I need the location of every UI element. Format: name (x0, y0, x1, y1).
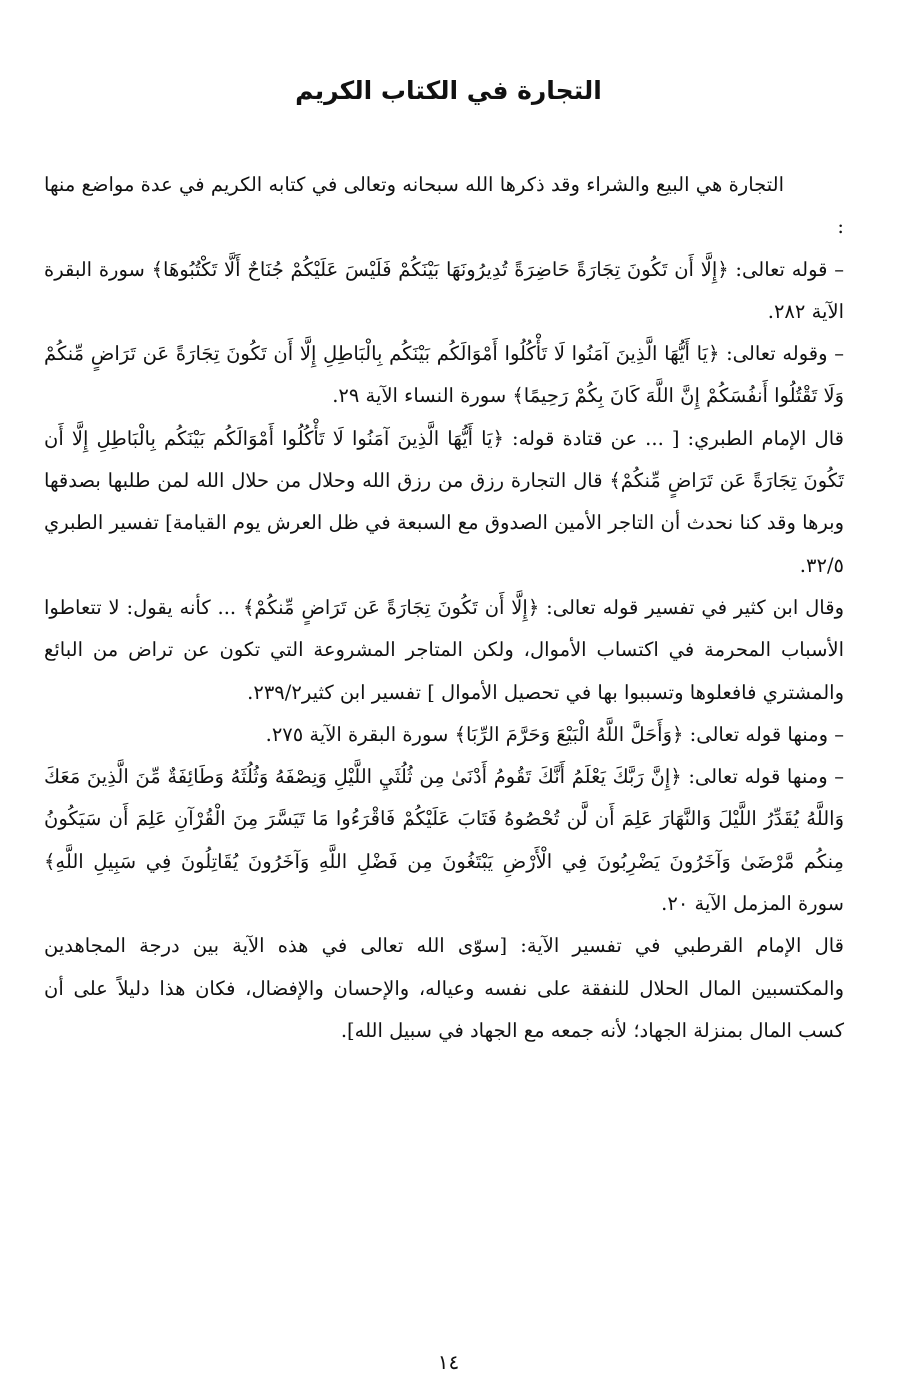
paragraph-nisa-29: – وقوله تعالى: ﴿يَا أَيُّهَا الَّذِينَ آمَنُوا لَا تَأْكُلُوا أَمْوَالَكُم بَيْنَكُم بِالْبَاطِلِ إِلَّا أَن تَكُونَ تِجَارَةً عَن تَرَاضٍ مِّنكُمْ وَلَا تَقْتُلُوا أَنفُسَكُمْ إِنَّ اللَّهَ كَانَ بِكُمْ رَحِيمًا﴾ سورة النساء الآية ٢٩. (44, 342, 844, 408)
paragraph-baqarah-282: – قوله تعالى: ﴿إِلَّا أَن تَكُونَ تِجَارَةً حَاضِرَةً تُدِيرُونَهَا بَيْنَكُمْ فَلَيْسَ عَلَيْكُمْ جُنَاحٌ أَلَّا تَكْتُبُوهَا﴾ سورة البقرة الآية ٢٨٢. (44, 257, 844, 323)
paragraph-tabari: قال الإمام الطبري: [ ... عن قتادة قوله: ﴿يَا أَيُّهَا الَّذِينَ آمَنُوا لَا تَأْكُلُوا أَمْوَالَكُم بَيْنَكُم بِالْبَاطِلِ إِلَّا أَن تَكُونَ تِجَارَةً عَن تَرَاضٍ مِّنكُمْ﴾ قال التجارة رزق من رزق الله وحلال من حلال الله لمن طلبها بصدقها وبرها وقد كنا نحدث أن التاجر الأمين الصدوق مع السبعة في ظل العرش يوم القيامة] تفسير الطبري ٣٢/٥. (44, 426, 844, 577)
paragraph-intro: التجارة هي البيع والشراء وقد ذكرها الله سبحانه وتعالى في كتابه الكريم في عدة مواضع منها : (44, 173, 844, 239)
page-number: ١٤ (437, 1350, 460, 1374)
paragraph-qurtubi: قال الإمام القرطبي في تفسير الآية: [سوّى الله تعالى في هذه الآية بين درجة المجاهدين والمكتسبين المال الحلال للنفقة على نفسه وعياله، والإحسان والإفضال، فكان هذا دليلاً على أن كسب المال بمنزلة الجهاد؛ لأنه جمعه مع الجهاد في سبيل الله]. (44, 934, 844, 1042)
paragraph-ibn-kathir: وقال ابن كثير في تفسير قوله تعالى: ﴿إِلَّا أَن تَكُونَ تِجَارَةً عَن تَرَاضٍ مِّنكُمْ﴾ ... كأنه يقول: لا تتعاطوا الأسباب المحرمة في اكتساب الأموال، ولكن المتاجر المشروعة التي تكون عن تراض من البائع والمشتري فافعلوها وتسببوا بها في تحصيل الأموال ] تفسير ابن كثير٢٣٩/٢. (44, 595, 844, 704)
paragraph-baqarah-275: – ومنها قوله تعالى: ﴿وَأَحَلَّ اللَّهُ الْبَيْعَ وَحَرَّمَ الرِّبَا﴾ سورة البقرة الآية ٢٧٥. (265, 722, 844, 746)
page-title: التجارة في الكتاب الكريم (295, 76, 602, 105)
body-text (44, 164, 844, 1052)
paragraph-muzzammil-20: – ومنها قوله تعالى: ﴿إِنَّ رَبَّكَ يَعْلَمُ أَنَّكَ تَقُومُ أَدْنَىٰ مِن ثُلُثَيِ اللَّيْلِ وَنِصْفَهُ وَثُلُثَهُ وَطَائِفَةٌ مِّنَ الَّذِينَ مَعَكَ وَاللَّهُ يُقَدِّرُ اللَّيْلَ وَالنَّهَارَ عَلِمَ أَن لَّن تُحْصُوهُ فَتَابَ عَلَيْكُمْ فَاقْرَءُوا مَا تَيَسَّرَ مِنَ الْقُرْآنِ عَلِمَ أَن سَيَكُونُ مِنكُم مَّرْضَىٰ وَآخَرُونَ يَضْرِبُونَ فِي الْأَرْضِ يَبْتَغُونَ مِن فَضْلِ اللَّهِ وَآخَرُونَ يُقَاتِلُونَ فِي سَبِيلِ اللَّهِ﴾ سورة المزمل الآية ٢٠. (44, 765, 844, 916)
